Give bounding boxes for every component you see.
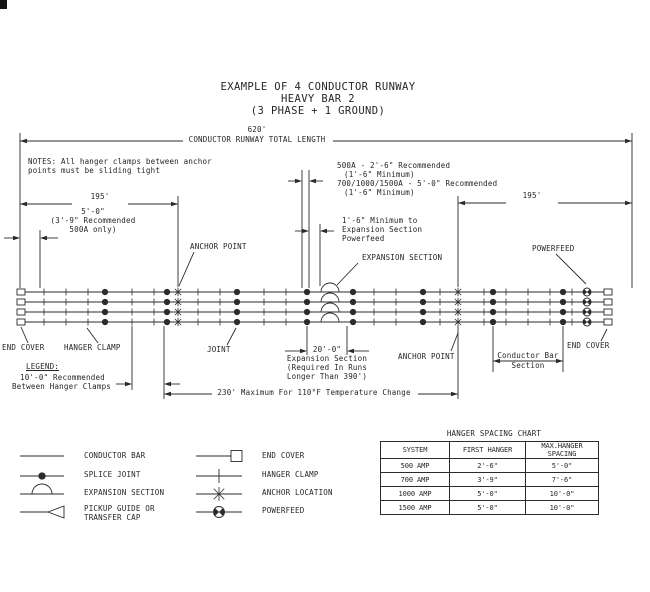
splice-joint-dot <box>304 289 309 294</box>
end-cover-right-label: END COVER <box>567 341 610 350</box>
legend-expansion-symbol <box>32 484 52 494</box>
splice-joint-dot <box>350 319 355 324</box>
first-hanger-note-2: 500A only) <box>69 225 117 234</box>
page-title: EXAMPLE OF 4 CONDUCTOR RUNWAY <box>220 81 416 93</box>
dimension-arrow <box>40 236 47 241</box>
powerfeed-symbol <box>587 319 591 325</box>
powerfeed-symbol <box>583 299 587 305</box>
splice-joint-dot <box>164 319 169 324</box>
splice-joint-dot <box>304 299 309 304</box>
expansion-arc <box>321 293 339 302</box>
splice-joint-dot <box>420 309 425 314</box>
splice-joint-dot <box>490 299 495 304</box>
end-cover-square <box>17 309 25 315</box>
legend-conductor-bar-label: CONDUCTOR BAR <box>84 451 146 460</box>
chart-cell: 5'-0" <box>450 487 526 501</box>
leader-anchor-right <box>451 333 458 351</box>
first-hanger-dim: 5'-0" <box>81 207 105 216</box>
chart-cell: 1500 AMP <box>381 501 450 515</box>
powerfeed-symbol <box>587 299 591 305</box>
dimension-arrow <box>451 392 458 397</box>
powerfeed-symbol <box>583 319 587 325</box>
first-hanger-note: (3'-9" Recommended <box>50 216 136 225</box>
powerfeed-spacing-1: 500A - 2'-6" Recommended <box>337 161 451 170</box>
end-cover-square <box>604 299 612 305</box>
legend-anchor-label: ANCHOR LOCATION <box>262 488 333 497</box>
chart-header-row <box>381 442 599 459</box>
hanger-spacing-chart <box>380 441 599 515</box>
splice-joint-dot <box>350 289 355 294</box>
powerfeed-label: POWERFEED <box>532 244 575 253</box>
splice-joint-dot <box>560 309 565 314</box>
chart-cell: 700 AMP <box>381 473 450 487</box>
chart-row <box>381 459 599 473</box>
splice-joint-dot <box>102 299 107 304</box>
powerfeed-symbol <box>583 289 587 295</box>
powerfeed-spacing-2: (1'-6" Minimum) <box>344 170 415 179</box>
splice-joint-dot <box>234 309 239 314</box>
splice-joint-dot <box>490 319 495 324</box>
page-subtitle: HEAVY BAR 2 <box>281 93 355 105</box>
hanger-chart-title: HANGER SPACING CHART <box>446 429 542 438</box>
leader-joint <box>227 328 236 345</box>
expansion-feed-note-2: Expansion Section <box>342 225 423 234</box>
dimension-arrow <box>171 202 178 207</box>
leader-expansion <box>337 263 358 285</box>
chart-cell: 500 AMP <box>381 459 450 473</box>
powerfeed-symbol <box>587 289 591 295</box>
legend-heading: LEGEND: <box>26 362 60 371</box>
chart-cell: 2'-6" <box>450 459 526 473</box>
chart-header-cell: FIRST HANGER <box>450 442 526 459</box>
splice-joint-dot <box>234 299 239 304</box>
splice-joint-dot <box>164 299 169 304</box>
chart-header-cell: SYSTEM <box>381 442 450 459</box>
expansion-arc <box>321 303 339 312</box>
dimension-arrow <box>295 179 302 184</box>
dimension-arrow <box>625 201 632 206</box>
splice-joint-dot <box>102 309 107 314</box>
legend-note-1: 10'-0" Recommended <box>20 373 105 382</box>
powerfeed-spacing-4: (1'-6" Minimum) <box>344 188 415 197</box>
chart-cell: 3'-9" <box>450 473 526 487</box>
splice-joint-dot <box>560 299 565 304</box>
splice-joint-dot <box>304 319 309 324</box>
leader-hanger-clamp <box>87 328 98 343</box>
splice-joint-dot <box>164 309 169 314</box>
total-length-value: 620' <box>247 125 267 134</box>
legend-pickup-label-1: PICKUP GUIDE OR <box>84 504 155 513</box>
powerfeed-symbol <box>583 309 587 315</box>
legend-powerfeed-symbol <box>214 508 219 516</box>
end-cover-left-label: END COVER <box>2 343 45 352</box>
expansion-dim-note-3: Longer Than 390') <box>286 372 368 381</box>
splice-joint-dot <box>164 289 169 294</box>
chart-cell: 5'-0" <box>526 459 599 473</box>
dimension-arrow <box>20 202 27 207</box>
dimension-arrow <box>309 179 316 184</box>
splice-joint-dot <box>234 319 239 324</box>
page-subtitle-2: (3 PHASE + 1 GROUND) <box>250 105 386 117</box>
joint-label: JOINT <box>207 345 231 354</box>
legend-expansion-label: EXPANSION SECTION <box>84 488 165 497</box>
chart-cell: 7'-6" <box>526 473 599 487</box>
splice-joint-dot <box>102 319 107 324</box>
splice-joint-dot <box>490 309 495 314</box>
end-cover-square <box>17 319 25 325</box>
right-section-dim: 195' <box>522 191 542 200</box>
chart-cell: 1000 AMP <box>381 487 450 501</box>
splice-joint-dot <box>420 319 425 324</box>
expansion-section-label: EXPANSION SECTION <box>362 253 443 262</box>
left-section-dim: 195' <box>90 192 110 201</box>
chart-row <box>381 501 599 515</box>
dimension-arrow <box>13 236 20 241</box>
end-cover-square <box>17 299 25 305</box>
bar-section-label-2: Section <box>511 361 545 370</box>
dimension-arrow <box>347 349 354 354</box>
splice-joint-dot <box>560 289 565 294</box>
splice-joint-dot <box>304 309 309 314</box>
notes-line-2: points must be sliding tight <box>28 166 161 175</box>
chart-header-cell: MAX.HANGER SPACING <box>526 442 599 459</box>
legend-splice-joint-symbol <box>39 473 45 479</box>
expansion-dim-note-1: Expansion Section <box>286 354 368 363</box>
splice-joint-dot <box>560 319 565 324</box>
legend-powerfeed-symbol <box>219 508 224 516</box>
legend-splice-joint-label: SPLICE JOINT <box>84 470 141 479</box>
legend-powerfeed-label: POWERFEED <box>262 506 305 515</box>
legend-hanger-clamp-label: HANGER CLAMP <box>262 470 319 479</box>
scan-artifact <box>0 0 7 9</box>
anchor-point-left-label: ANCHOR POINT <box>190 242 247 251</box>
hanger-clamp-label: HANGER CLAMP <box>64 343 121 352</box>
expansion-feed-note-1: 1'-6" Minimum to <box>342 216 418 225</box>
dimension-arrow <box>302 229 309 234</box>
chart-row <box>381 473 599 487</box>
leader-powerfeed <box>556 254 586 284</box>
powerfeed-spacing-3: 700/1000/1500A - 5'-0" Recommended <box>337 179 498 188</box>
chart-cell: 10'-0" <box>526 487 599 501</box>
chart-row <box>381 487 599 501</box>
leader-anchor-left <box>179 252 194 286</box>
chart-cell: 10'-0" <box>526 501 599 515</box>
legend-end-cover-label: END COVER <box>262 451 305 460</box>
dimension-arrow <box>164 382 171 387</box>
splice-joint-dot <box>234 289 239 294</box>
expansion-arc <box>321 313 339 322</box>
dimension-arrow <box>625 139 632 144</box>
splice-joint-dot <box>420 299 425 304</box>
expansion-arc <box>321 283 339 292</box>
legend-pickup-symbol <box>48 506 64 518</box>
notes-line-1: NOTES: All hanger clamps between anchor <box>28 157 212 166</box>
splice-joint-dot <box>350 299 355 304</box>
leader-end-cover-left <box>21 327 28 343</box>
expansion-feed-note-3: Powerfeed <box>342 234 385 243</box>
end-cover-square <box>604 289 612 295</box>
splice-joint-dot <box>102 289 107 294</box>
end-cover-square <box>604 309 612 315</box>
anchor-point-right-label: ANCHOR POINT <box>398 352 455 361</box>
dimension-arrow <box>164 392 171 397</box>
total-length-label: CONDUCTOR RUNWAY TOTAL LENGTH <box>188 135 326 144</box>
chart-cell: 5'-0" <box>450 501 526 515</box>
dimension-arrow <box>300 349 307 354</box>
dimension-arrow <box>458 201 465 206</box>
dimension-arrow <box>125 382 132 387</box>
splice-joint-dot <box>420 289 425 294</box>
legend-pickup-label-2: TRANSFER CAP <box>84 513 141 522</box>
max-run-dim: 230' Maximum For 110°F Temperature Change <box>217 388 411 397</box>
expansion-dim-value: 20'-0" <box>312 345 342 354</box>
end-cover-square <box>17 289 25 295</box>
dimension-arrow <box>320 229 327 234</box>
leader-end-cover-right <box>601 329 607 341</box>
powerfeed-symbol <box>587 309 591 315</box>
legend-end-cover-symbol <box>231 451 242 462</box>
end-cover-square <box>604 319 612 325</box>
splice-joint-dot <box>490 289 495 294</box>
dimension-arrow <box>20 139 27 144</box>
splice-joint-dot <box>350 309 355 314</box>
expansion-dim-note-2: (Required In Runs <box>286 363 368 372</box>
bar-section-label-1: Conductor Bar <box>497 351 559 360</box>
legend-note-2: Between Hanger Clamps <box>12 382 112 391</box>
